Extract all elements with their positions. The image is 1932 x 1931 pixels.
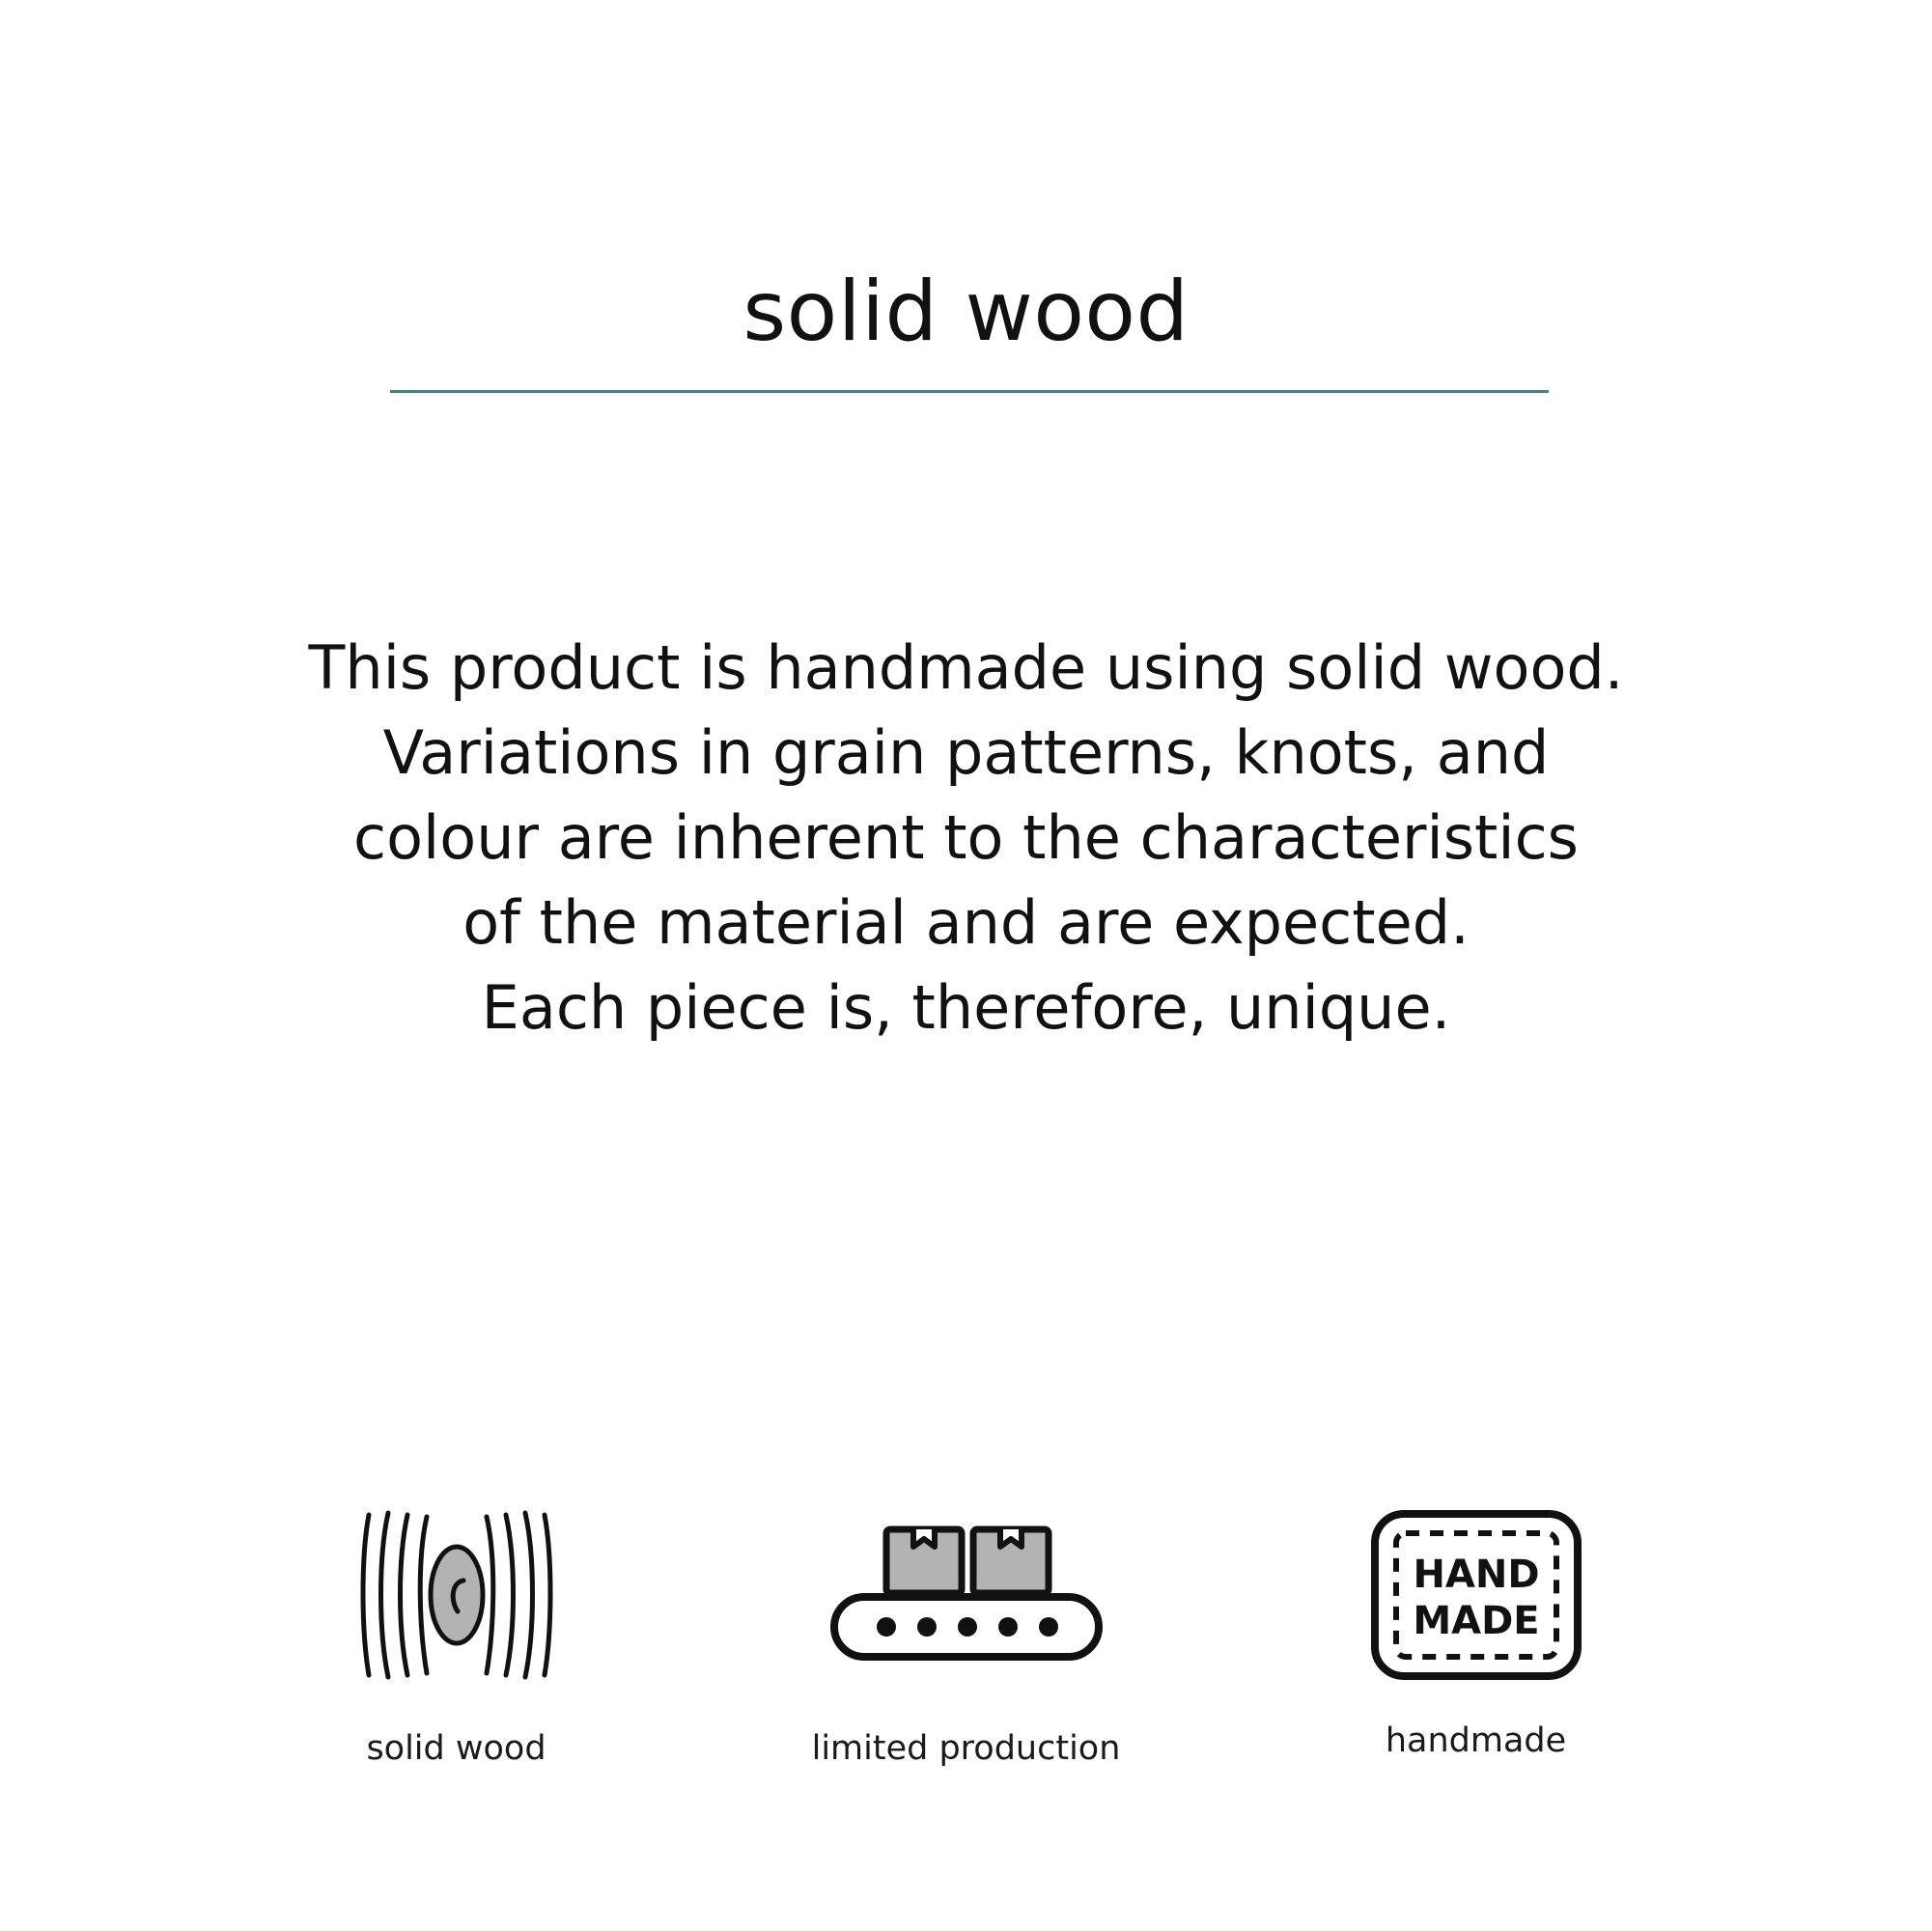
body-paragraph <box>0 626 1932 1050</box>
wood-grain-icon <box>355 1498 558 1692</box>
body-line: colour are inherent to the characteristics <box>353 802 1579 874</box>
conveyor-belt-boxes-icon <box>826 1498 1106 1692</box>
title-divider <box>390 390 1549 393</box>
page-title: solid wood <box>742 263 1190 360</box>
handmade-stamp-icon <box>1369 1498 1583 1692</box>
badge-solid-wood <box>273 1498 640 1769</box>
badge-handmade <box>1293 1498 1660 1761</box>
body-line: Variations in grain patterns, knots, and <box>382 717 1550 789</box>
body-line: This product is handmade using solid wood. <box>308 632 1624 703</box>
body-line: of the material and are expected. <box>462 887 1470 959</box>
badge-limited-production <box>783 1498 1150 1769</box>
body-line: Each piece is, therefore, unique. <box>481 972 1451 1044</box>
badge-label: solid wood <box>366 1729 546 1768</box>
badge-label: handmade <box>1385 1721 1567 1760</box>
stamp-line-1: HAND <box>1412 1553 1540 1597</box>
badge-label: limited production <box>811 1729 1121 1768</box>
badge-row <box>0 1498 1932 1769</box>
stamp-line-2: MADE <box>1412 1599 1540 1643</box>
